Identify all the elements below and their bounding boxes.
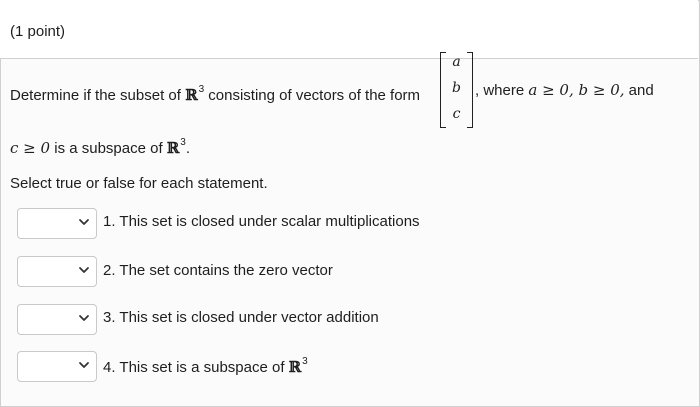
and-text: and <box>624 82 654 99</box>
points-label: (1 point) <box>10 23 66 40</box>
vector-entry-b: b <box>452 80 461 96</box>
question-conditions <box>475 81 654 99</box>
chevron-down-icon <box>78 216 90 228</box>
statement-label-2: 2. The set contains the zero vector <box>103 262 333 279</box>
answer-select-1[interactable] <box>17 208 97 239</box>
vector-entry-c: c <box>452 106 461 122</box>
real-numbers-symbol-3: ℝ <box>288 358 302 376</box>
chevron-down-icon <box>78 359 90 371</box>
prompt-text-3: is a subspace of <box>50 140 167 157</box>
instruction-text: Select true or false for each statement. <box>10 175 268 192</box>
answer-select-4[interactable] <box>17 351 97 382</box>
statement-label-4 <box>103 356 308 376</box>
vector-entry-a: a <box>452 54 461 70</box>
dimension-exponent-2: 3 <box>180 137 186 148</box>
statement-label-1: 1. This set is closed under scalar multiplications <box>103 213 420 230</box>
answer-select-2[interactable] <box>17 256 97 287</box>
chevron-down-icon <box>78 312 90 324</box>
condition-a-b: a ≥ 0, b ≥ 0, <box>528 81 625 99</box>
prompt-text-1: Determine if the subset of <box>10 87 186 104</box>
dimension-exponent: 3 <box>198 84 205 95</box>
statement-4-text: 4. This set is a subspace of <box>103 359 289 376</box>
question-prompt-line2 <box>10 137 190 157</box>
chevron-down-icon <box>78 264 90 276</box>
answer-select-3[interactable] <box>17 304 97 335</box>
real-numbers-symbol-2: ℝ <box>166 139 180 157</box>
condition-c: c ≥ 0 <box>10 139 51 157</box>
prompt-text-2: consisting of vectors of the form <box>204 87 421 104</box>
question-prompt-line1 <box>10 84 420 104</box>
right-bracket <box>467 52 473 128</box>
question-header <box>0 0 698 59</box>
prompt-end: . <box>185 140 190 157</box>
vector-matrix <box>440 52 473 128</box>
real-numbers-symbol: ℝ <box>185 86 198 104</box>
statement-label-3: 3. This set is closed under vector addition <box>103 309 379 326</box>
where-text: , where <box>475 82 529 99</box>
dimension-exponent-3: 3 <box>302 356 308 367</box>
